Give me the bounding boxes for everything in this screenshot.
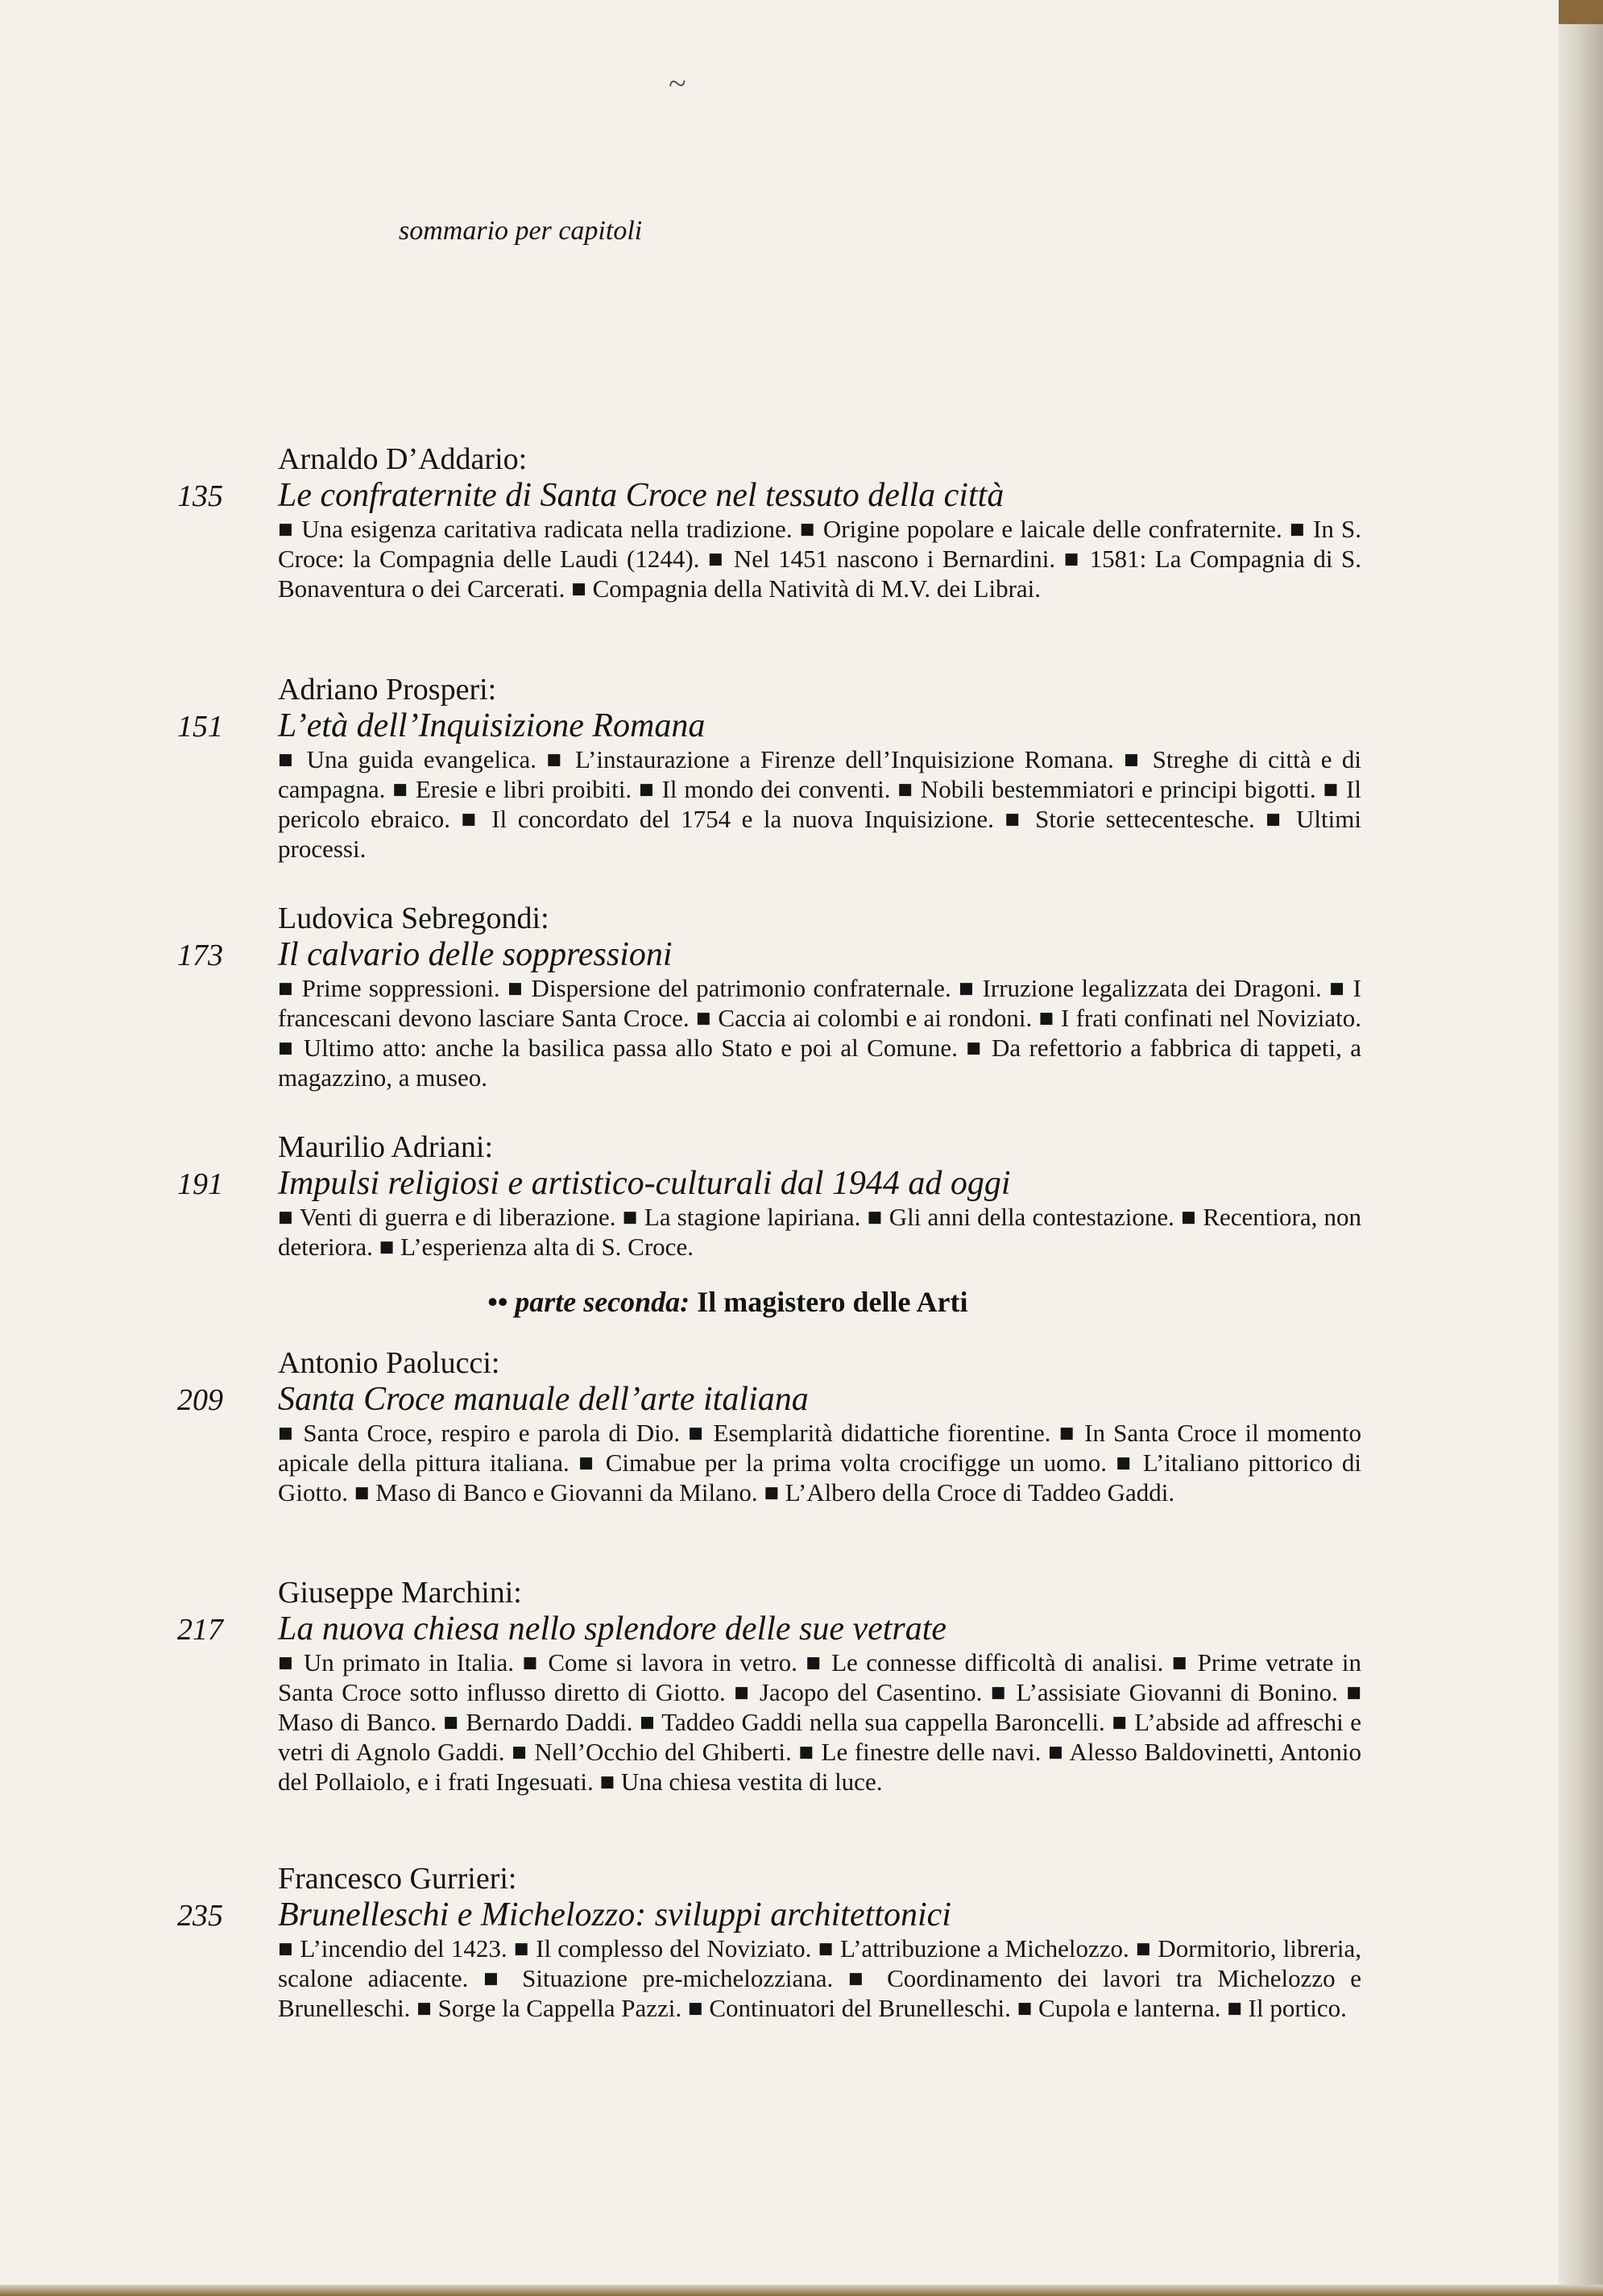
page-number: 151: [177, 710, 223, 744]
entry-summary: ■ Prime soppressioni. ■ Dispersione del patrimonio confraternale. ■ Irruzione legalizzata dei Dragoni. ■ I francescani devono lasciare Santa Croce. ■ Caccia ai colombi e ai rondoni. ■ I frati confinati nel Noviziato. ■ Ultimo atto: anche la basilica passa allo Stato e poi al Comune. ■ Da refettorio a fabbrica di tappeti, a magazzino, a museo.: [278, 974, 1361, 1092]
entry-summary: ■ Una esigenza caritativa radicata nella tradizione. ■ Origine popolare e laicale delle confraternite. ■ In S. Croce: la Compagnia delle Laudi (1244). ■ Nel 1451 nascono i Bernardini. ■ 1581: La Compagnia di S. Bonaventura o dei Carcerati. ■ Compagnia della Natività di M.V. dei Librai.: [278, 515, 1361, 603]
entry-summary: ■ Una guida evangelica. ■ L’instaurazione a Firenze dell’Inquisizione Romana. ■ Streghe di città e di campagna. ■ Eresie e libri proibiti. ■ Il mondo dei conventi. ■ Nobili bestemmiatori e principi bigotti. ■ Il pericolo ebraico. ■ Il concordato del 1754 e la nuova Inquisizione. ■ Storie settecentesche. ■ Ultimi processi.: [278, 745, 1361, 863]
part-heading: [487, 1285, 967, 1319]
page-number: 135: [177, 479, 223, 513]
entry-title: Il calvario delle soppressioni: [278, 936, 673, 973]
entry-summary: ■ Santa Croce, respiro e parola di Dio. ■ Esemplarità didattiche fiorentine. ■ In Santa Croce il momento apicale della pittura italiana. ■ Cimabue per la prima volta crocifigge un uomo. ■ L’italiano pittorico di Giotto. ■ Maso di Banco e Giovanni da Milano. ■ L’Albero della Croce di Taddeo Gaddi.: [278, 1419, 1361, 1506]
entry-title-row: [177, 1381, 1361, 1418]
ink-mark: ~: [669, 65, 686, 102]
page-number: 235: [177, 1899, 223, 1933]
entry-author: Arnaldo D’Addario:: [278, 442, 528, 476]
part-title: Il magistero delle Arti: [690, 1286, 968, 1318]
entry-title: Impulsi religiosi e artistico-culturali dal 1944 ad oggi: [278, 1165, 1011, 1202]
entry-summary: ■ Un primato in Italia. ■ Come si lavora in vetro. ■ Le connesse difficoltà di analisi. ■ Prime vetrate in Santa Croce sotto influsso diretto di Giotto. ■ Jacopo del Casentino. ■ L’assisiate Giovanni di Bonino. ■ Maso di Banco. ■ Bernardo Daddi. ■ Taddeo Gaddi nella sua cappella Baroncelli. ■ L’abside ad affreschi e vetri di Agnolo Gaddi. ■ Nell’Occhio del Ghiberti. ■ Le finestre delle navi. ■ Alesso Baldovinetti, Antonio del Pollaiolo, e i frati Ingesuati. ■ Una chiesa vestita di luce.: [278, 1648, 1361, 1796]
entry-author: Giuseppe Marchini:: [278, 1576, 522, 1610]
entry-title: Le confraternite di Santa Croce nel tessuto della città: [278, 477, 1004, 514]
entry-title-row: [177, 1610, 1361, 1647]
cover-edge-bottom: [0, 2285, 1603, 2296]
page-number: 209: [177, 1383, 223, 1417]
page-number: 173: [177, 939, 223, 972]
entry-author: Francesco Gurrieri:: [278, 1862, 517, 1896]
entry-title: L’età dell’Inquisizione Romana: [278, 707, 706, 744]
page-number: 217: [177, 1613, 223, 1647]
page-header: sommario per capitoli: [399, 216, 643, 246]
entry-summary: ■ Venti di guerra e di liberazione. ■ La stagione lapiriana. ■ Gli anni della contestazione. ■ Recentiora, non deteriora. ■ L’esperienza alta di S. Croce.: [278, 1203, 1361, 1261]
toc-entry: [177, 1129, 1361, 1262]
page-number: 191: [177, 1167, 223, 1201]
entry-title: La nuova chiesa nello splendore delle sue vetrate: [278, 1610, 947, 1647]
entry-summary: ■ L’incendio del 1423. ■ Il complesso del Noviziato. ■ L’attribuzione a Michelozzo. ■ Dormitorio, libreria, scalone adiacente. ■ Situazione pre-michelozziana. ■ Coordinamento dei lavori tra Michelozzo e Brunelleschi. ■ Sorge la Cappella Pazzi. ■ Continuatori del Brunelleschi. ■ Cupola e lanterna. ■ Il portico.: [278, 1934, 1361, 2022]
entry-author: Maurilio Adriani:: [278, 1130, 494, 1164]
page-edge: [1559, 0, 1603, 2296]
entry-title-row: [177, 1165, 1361, 1202]
toc-entry: [177, 901, 1361, 1092]
entry-title-row: [177, 707, 1361, 744]
entry-title-row: [177, 477, 1361, 514]
entry-author: Adriano Prosperi:: [278, 673, 497, 707]
entry-author: Antonio Paolucci:: [278, 1346, 500, 1380]
toc-entry: [177, 672, 1361, 864]
entry-title-row: [177, 936, 1361, 973]
toc-entry: [177, 1345, 1361, 1507]
toc-entry: [177, 1575, 1361, 1797]
entry-title: Brunelleschi e Michelozzo: sviluppi architettonici: [278, 1896, 951, 1933]
toc-entry: [177, 441, 1361, 603]
entry-title: Santa Croce manuale dell’arte italiana: [278, 1381, 809, 1418]
part-label: •• parte seconda:: [487, 1286, 690, 1318]
entry-title-row: [177, 1896, 1361, 1933]
entry-author: Ludovica Sebregondi:: [278, 901, 549, 935]
cover-edge-top: [1559, 0, 1603, 24]
toc-entry: [177, 1861, 1361, 2023]
